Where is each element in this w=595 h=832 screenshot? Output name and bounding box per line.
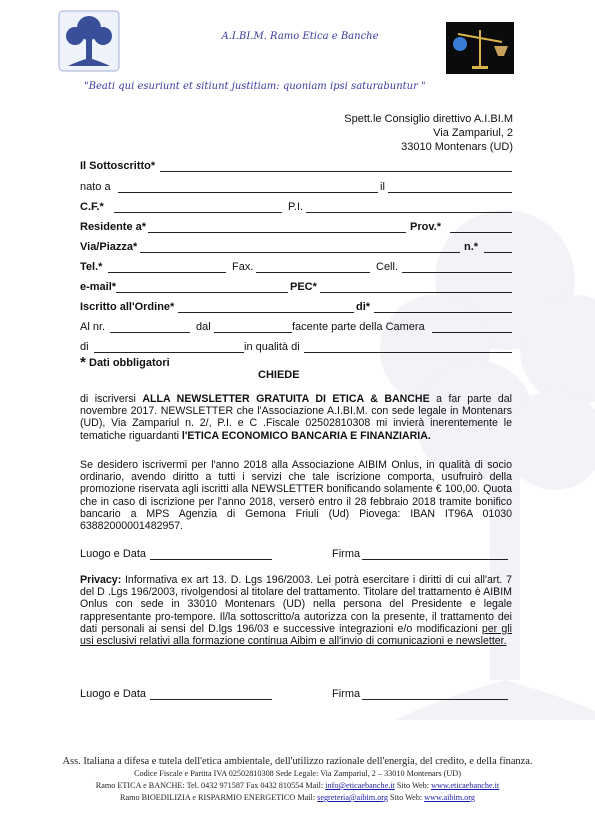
al-nr-field[interactable] [110, 321, 190, 333]
firma-label: Firma [332, 688, 361, 700]
via-field[interactable] [140, 241, 460, 253]
footer-line: Ass. Italiana a difesa e tutela dell'etica ambientale, dell'utilizzo razionale dell'energia, del credito, e della finanza. [62, 756, 533, 767]
paragraph-privacy [80, 574, 512, 647]
email-label: e-mail* [80, 281, 117, 293]
fax-label: Fax. [232, 261, 254, 273]
privacy-label: Privacy: [80, 574, 122, 586]
camera-field[interactable] [432, 321, 512, 333]
prov-label: Prov.* [410, 221, 441, 233]
il-field[interactable] [388, 181, 512, 193]
p1-text: di iscriversi [80, 393, 143, 405]
n-field[interactable] [484, 241, 512, 253]
row-sign2 [80, 688, 512, 704]
motto: "Beati qui esuriunt et sitiunt justitiam: quoniam ipsi saturabuntur " [84, 81, 426, 92]
iscritto-field[interactable] [178, 301, 354, 313]
scale-logo-icon [446, 22, 514, 74]
via-label: Via/Piazza* [80, 241, 138, 253]
tel-label: Tel.* [80, 261, 103, 273]
cf-label: C.F.* [80, 201, 104, 213]
nato-field[interactable] [118, 181, 378, 193]
chiede-heading: CHIEDE [258, 369, 300, 381]
fax-field[interactable] [256, 261, 370, 273]
footer-text: Ramo ETICA e BANCHE: Tel. 0432 971587 Fax 0432 810554 Mail: [95, 781, 326, 790]
firma-label: Firma [332, 548, 361, 560]
required-star: * [80, 354, 86, 371]
row-ordine [80, 301, 512, 317]
recipient-address [344, 112, 513, 154]
cell-label: Cell. [376, 261, 399, 273]
firma-field[interactable] [362, 688, 508, 700]
facente-label: facente parte della Camera [292, 321, 425, 333]
footer-text: Sito Web: [387, 793, 425, 802]
pi-label: P.I. [288, 201, 304, 213]
footer-line [0, 781, 595, 790]
il-label: il [380, 181, 385, 193]
tel-field[interactable] [108, 261, 226, 273]
org-title: A.I.BI.M. Ramo Etica e Banche [221, 31, 379, 42]
recipient-line: Spett.le Consiglio direttivo A.I.BI.M [344, 113, 513, 125]
row-albo [80, 321, 512, 337]
luogo-label: Luogo e Data [80, 548, 147, 560]
firma-field[interactable] [362, 548, 508, 560]
pec-label: PEC* [290, 281, 317, 293]
email-link[interactable]: info@eticaebanche.it [325, 781, 395, 790]
pec-field[interactable] [320, 281, 512, 293]
row-sign1 [80, 548, 512, 564]
p1-bold-end: l'ETICA ECONOMICO BANCARIA E FINANZIARIA. [181, 429, 431, 442]
n-label: n.* [464, 241, 479, 253]
sottoscritto-field[interactable] [160, 160, 512, 172]
p1-bold: ALLA NEWSLETTER GRATUITA DI ETICA & BANCHE [142, 393, 430, 405]
footer-line: Codice Fiscale e Partita IVA 02502810308 Sede Legale: Via Zampariul, 2 – 33010 Montenars (UD) [134, 769, 461, 778]
sottoscritto-label: Il Sottoscritto* [80, 160, 156, 172]
dal-label: dal [196, 321, 211, 333]
prov-field[interactable] [450, 221, 512, 233]
website-link[interactable]: www.aibim.org [424, 793, 475, 802]
p1-text: a far parte dal novembre 2017. NEWSLETTER che l'Associazione A.I.BI.M. con sede legale in Montenars (UD), Via Zampariul n. 2/, P.I. e C .Fiscale 02502810308 mi invierà inerentemente le tematiche riguardanti [80, 393, 513, 442]
luogo-field[interactable] [150, 688, 272, 700]
row-cf [80, 201, 512, 217]
di2-field[interactable] [94, 341, 244, 353]
residente-label: Residente a* [80, 221, 147, 233]
paragraph-iscrizione: Se desidero iscrivermi per l'anno 2018 alla Associazione AIBIM Onlus, in qualità di socio ordinario, avendo diritto a tutti i servizi che tale iscrizione comporta, usufruirò della promozione riservata agli iscritti alla NEWSLETTER bonificando solamente € 100,00. Quota che in caso di iscrizione per l'anno 2018, verserò entro il 28 febbraio 2018 tramite bonifico bancario a MPS Agenzia di Gemona Friuli (Ud) Piovega: IBAN IT96A 01030 63882000001482957. [80, 459, 512, 533]
cf-field[interactable] [114, 201, 282, 213]
row-qualita [80, 341, 512, 357]
footer-text: Sito Web: [394, 781, 432, 790]
footer-text: Ramo BIOEDILIZIA e RISPARMIO ENERGETICO Mail: [120, 793, 318, 802]
di-field[interactable] [374, 301, 512, 313]
tree-logo-icon [58, 10, 120, 72]
dal-field[interactable] [214, 321, 292, 333]
website-link[interactable]: www.eticaebanche.it [431, 781, 500, 790]
row-residente [80, 221, 512, 237]
pi-field[interactable] [306, 201, 512, 213]
email-link[interactable]: segreteria@aibim.org [317, 793, 388, 802]
qualita-field[interactable] [304, 341, 512, 353]
email-field[interactable] [116, 281, 288, 293]
row-sottoscritto [80, 160, 512, 176]
luogo-label: Luogo e Data [80, 688, 147, 700]
row-tel [80, 261, 512, 277]
iscritto-label: Iscritto all'Ordine* [80, 301, 175, 313]
recipient-line: Via Zampariul, 2 [433, 127, 513, 139]
privacy-text-underlined: per gli usi esclusivi relativi alla formazione continua Aibim e all'invio di comunicazioni e newsletter. [80, 622, 512, 648]
nato-label: nato a [80, 181, 111, 193]
luogo-field[interactable] [150, 548, 272, 560]
row-via [80, 241, 512, 257]
di-label: di* [356, 301, 371, 313]
row-email [80, 281, 512, 297]
qualita-label: in qualità di [244, 341, 300, 353]
al-nr-label: Al nr. [80, 321, 106, 333]
recipient-line: 33010 Montenars (UD) [401, 141, 513, 153]
paragraph-newsletter [80, 393, 512, 442]
cell-field[interactable] [402, 261, 512, 273]
footer-line [0, 793, 595, 802]
obbligatori-label: Dati obbligatori [89, 357, 170, 369]
row-nato [80, 181, 512, 197]
residente-field[interactable] [148, 221, 406, 233]
di2-label: di [80, 341, 89, 353]
privacy-text: Informativa ex art 13. D. Lgs 196/2003. Lei potrà esercitare i diritti di cui all'art. 7 del D .Lgs 196/2003, rivolgendosi al titolare del trattamento. Titolare del trattamento è AIBIM Onlus con sede in 33010 Montenars (UD) nella persona del Presidente e legale rappresentante pro-tempore. Il/la sottoscritto/a autorizza con la presente, il trattamento dei dati personali ai sensi del D.lgs 196/03 e successive integrazioni e/o modificazioni [80, 574, 512, 635]
